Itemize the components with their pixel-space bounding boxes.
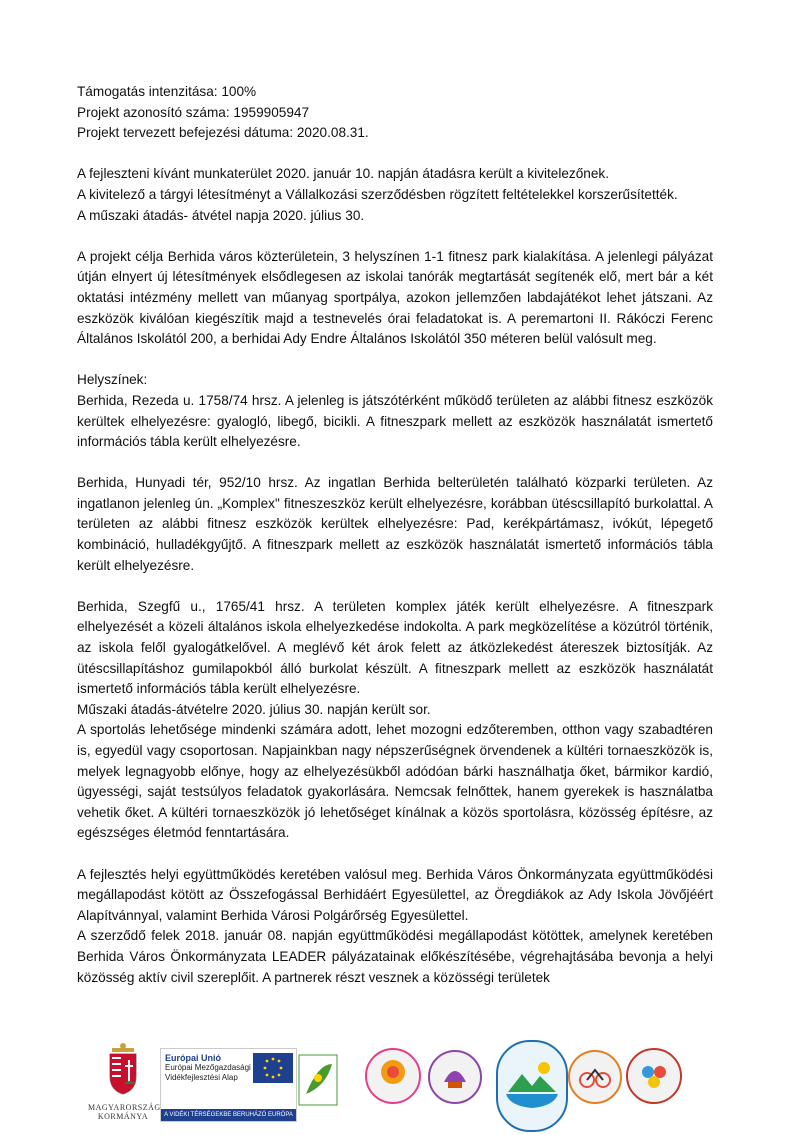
quality-badge-icon [628, 1050, 680, 1102]
eu-band-text: A VIDÉKI TÉRSÉGEKBE BERUHÁZÓ EURÓPA [161, 1109, 296, 1121]
eu-line-2: Vidékfejlesztési Alap [165, 1073, 238, 1082]
eu-line-1: Európai Mezőgazdasági [165, 1063, 251, 1072]
badge-pincek [428, 1050, 482, 1104]
handover-info [77, 164, 713, 226]
badge-bakony-balaton [496, 1040, 568, 1132]
location-szegfu-paragraph: Berhida, Szegfű u., 1765/41 hrsz. A területen komplex játék került elhelyezésre. A fitneszpark elhelyezését a közeli általános iskola elhelyezkedése indokolta. A park megközelítése a közútról történik, az iskola felől gyalogátkelővel. A meglévő két árok felett az átközlekedést átereszek biztosítják. Az ütéscsillapításhoz gumilapokból álló burkolat készült. A fitneszpark mellett az eszközök használatát ismertető információs tábla került elhelyezésre. [77, 598, 713, 697]
support-intensity: Támogatás intenzitása: 100% [77, 84, 257, 99]
leader-icon [298, 1054, 338, 1106]
crest-icon [88, 1042, 158, 1098]
eu-flag-icon [253, 1053, 293, 1083]
funding-logos-footer [0, 1040, 800, 1131]
badge-kezmuves [365, 1048, 421, 1104]
project-info [77, 82, 713, 144]
location-rezeda-paragraph: Berhida, Rezeda u. 1758/74 hrsz. A jelenleg is játszótérként működő területen az alábbi fitnesz eszközök kerültek elhelyezésre: gyalogló, libegő, bicikli. A fitneszpark mellett az eszközök használatát ismertető információs tábla került elhelyezésre. [77, 392, 713, 450]
handover-line-1: A fejleszteni kívánt munkaterület 2020. január 10. napján átadásra került a kivitelezőnek. [77, 166, 609, 182]
badge-kerekparos [568, 1050, 622, 1104]
crest-text-2: KORMÁNYA [97, 1112, 149, 1121]
document-body [77, 82, 713, 988]
badge-minoseg [626, 1048, 682, 1104]
eu-title: Európai Unió [165, 1053, 221, 1063]
contract-paragraph: A szerződő felek 2018. január 08. napján együttműködési megállapodást kötöttek, amelynek keretében Berhida Város Önkormányzata LEADER pályázatainak előkészítésébe, végrehajtásába bevonja a helyi közösség aktív civil szereplőit. A partnerek részt vesznek a közösségi területek [77, 928, 713, 985]
hungary-government-logo [88, 1042, 161, 1128]
craft-badge-icon [367, 1050, 419, 1102]
bicycle-badge-icon [570, 1052, 620, 1102]
project-goal-paragraph: A projekt célja Berhida város közterületein, 3 helyszínen 1-1 fitnesz park kialakítása. A jelenlegi pályázat útján elnyert új létesítmények elsődlegesen az iskolai tanórák megtartását segítenék elő, mert bár a két oktatási intézmény mellett van műanyag sportpálya, azokon jellemzően labdajátékot lehet játszani. Az eszközök kiválóan kiegészítik majd a testnevelés órai feladatokat is. A peremartoni II. Rákóczi Ferenc Általános Iskolától 200, a berhidai Ady Endre Általános Iskolától 350 méteren belül valósult meg. [77, 248, 713, 347]
crest-text-1: MAGYARORSZÁG [88, 1103, 161, 1112]
cellar-badge-icon [430, 1052, 480, 1102]
project-id: Projekt azonosító száma: 1959905947 [77, 104, 310, 120]
bakony-balaton-icon [498, 1042, 566, 1130]
sport-paragraph: A sportolás lehetősége mindenki számára adott, lehet mozogni edzőteremben, otthon vagy szabadtéren is, egyedül vagy csoportosan. Napjainkban nagy népszerűségnek örvendenek a kültéri tornaeszközök is, melyek legnagyobb előnye, hogy az elhelyezésükből adódóan bárki használhatja őket, bármikor kardió, ügyességi, saját testsúlyos feladatok gyakorlására. Nemcsak felnőttek, hanem gyerekek is használatba vehetik őket. A kültéri tornaeszközök jó lehetőséget kínálnak a közös sportolásra, közösség építésre, az egészséges életmód fenntartására. [77, 722, 713, 841]
location-hunyadi-paragraph: Berhida, Hunyadi tér, 952/10 hrsz. Az ingatlan Berhida belterületén található közparki területen. Az ingatlanon jelenleg ún. „Komplex" fitneszeszköz került elhelyezésre, korábban ütéscsillapító burkolattal. A területen az alábbi fitnesz eszközök kerültek elhelyezésre: Pad, kerékpártámasz, ivókút, lépegető kombináció, hulladékgyűjtő. A fitneszpark mellett az eszközök használatát ismertető információs tábla került elhelyezésre. [77, 475, 713, 573]
technical-handover: Műszaki átadás-átvételre 2020. július 30. napján került sor. [77, 701, 431, 717]
cooperation-paragraph: A fejlesztés helyi együttműködés keretében valósul meg. Berhida Város Önkormányzata együttműködési megállapodást kötött az Összefogással Berhidáért Egyesülettel, az Öregdiákok az Ady Iskola Jövőjéért Alapítvánnyal, valamint Berhida Városi Polgárőrség Egyesülettel. [77, 866, 713, 923]
eu-eafrd-logo [160, 1048, 297, 1122]
locations-heading: Helyszínek: [77, 372, 148, 388]
leader-logo [298, 1054, 338, 1106]
project-end-date: Projekt tervezett befejezési dátuma: 2020.08.31. [77, 125, 369, 141]
handover-line-3: A műszaki átadás- átvétel napja 2020. július 30. [77, 207, 365, 223]
handover-line-2: A kivitelező a tárgyi létesítményt a Vállalkozási szerződésben rögzített feltételekkel korszerűsítették. [77, 186, 678, 202]
